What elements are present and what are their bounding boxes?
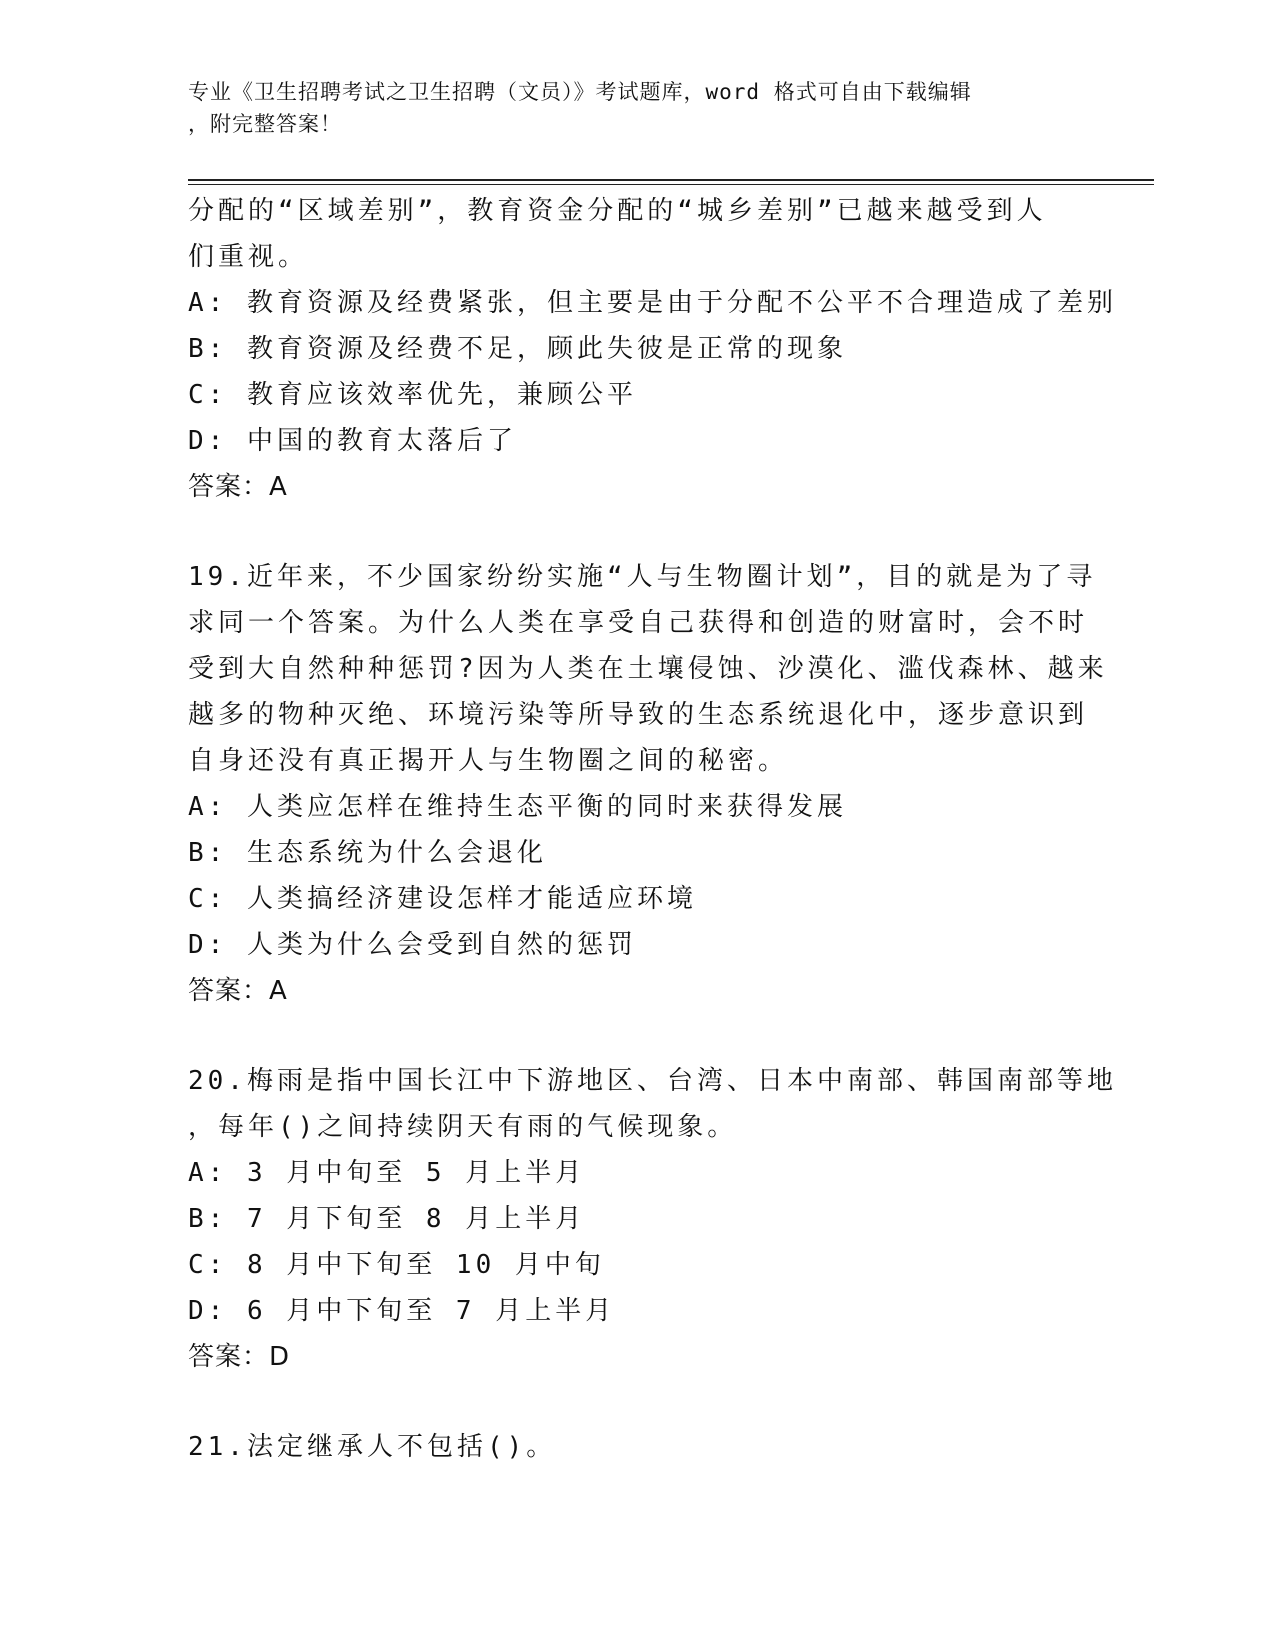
header-line-2: ，附完整答案！ [188, 112, 342, 136]
question-text-line: ，每年()之间持续阴天有雨的气候现象。 [188, 1112, 738, 1142]
question-content [188, 188, 1117, 1470]
question-19 [188, 554, 1108, 1014]
option-c: C: 8 月中下旬至 10 月中旬 [188, 1250, 605, 1280]
option-c: C: 人类搞经济建设怎样才能适应环境 [188, 884, 697, 914]
option-b: B: 7 月下旬至 8 月上半月 [188, 1204, 586, 1234]
answer: 答案：D [188, 1342, 291, 1372]
option-a: A: 教育资源及经费紧张，但主要是由于分配不公平不合理造成了差别 [188, 288, 1117, 318]
question-text-line: 19.近年来，不少国家纷纷实施“人与生物圈计划”，目的就是为了寻 [188, 562, 1097, 592]
header-divider-thin [188, 184, 1154, 185]
question-text-line: 分配的“区域差别”，教育资金分配的“城乡差别”已越来越受到人 [188, 196, 1047, 226]
question-20 [188, 1058, 1117, 1380]
option-a: A: 3 月中旬至 5 月上半月 [188, 1158, 586, 1188]
option-b: B: 生态系统为什么会退化 [188, 838, 547, 868]
option-b: B: 教育资源及经费不足，顾此失彼是正常的现象 [188, 334, 847, 364]
question-21 [188, 1424, 1088, 1470]
header-divider-thick [188, 179, 1154, 181]
option-d: D: 6 月中下旬至 7 月上半月 [188, 1296, 616, 1326]
option-d: D: 人类为什么会受到自然的惩罚 [188, 930, 637, 960]
question-18 [188, 188, 1117, 510]
question-text-line: 受到大自然种种惩罚?因为人类在土壤侵蚀、沙漠化、滥伐森林、越来 [188, 654, 1108, 684]
option-a: A: 人类应怎样在维持生态平衡的同时来获得发展 [188, 792, 847, 822]
question-text-line: 21.法定继承人不包括()。 [188, 1432, 557, 1462]
question-text-line: 20.梅雨是指中国长江中下游地区、台湾、日本中南部、韩国南部等地 [188, 1066, 1117, 1096]
option-c: C: 教育应该效率优先，兼顾公平 [188, 380, 637, 410]
document-header [188, 76, 1088, 140]
option-d: D: 中国的教育太落后了 [188, 426, 517, 456]
question-text-line: 们重视。 [188, 242, 309, 272]
answer: 答案：A [188, 472, 288, 502]
question-text-line: 自身还没有真正揭开人与生物圈之间的秘密。 [188, 746, 789, 776]
question-text-line: 越多的物种灭绝、环境污染等所导致的生态系统退化中，逐步意识到 [188, 700, 1089, 730]
header-line-1: 专业《卫生招聘考试之卫生招聘（文员）》考试题库，word 格式可自由下载编辑 [188, 80, 972, 104]
question-text-line: 求同一个答案。为什么人类在享受自己获得和创造的财富时，会不时 [188, 608, 1089, 638]
answer: 答案：A [188, 976, 288, 1006]
